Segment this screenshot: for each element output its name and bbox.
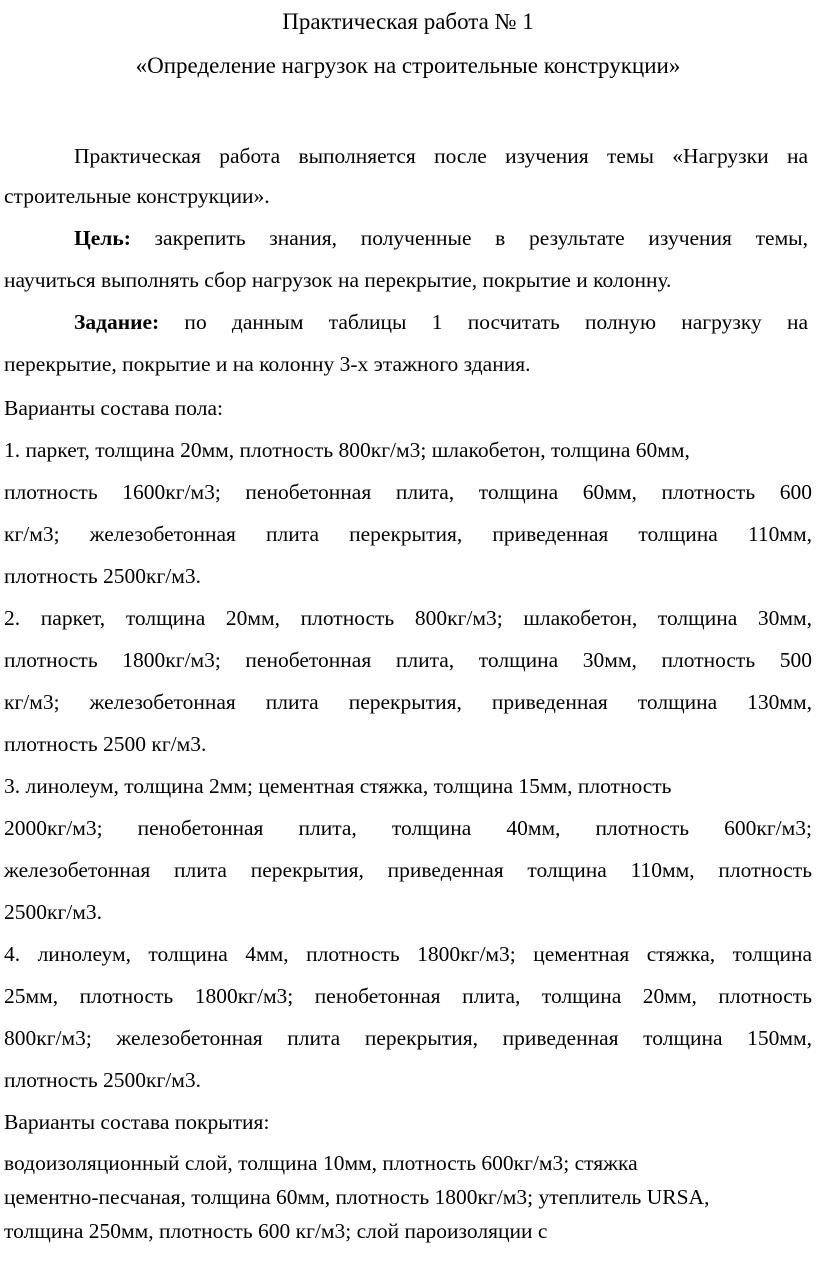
floor-variant-2-line-4: плотность 2500 кг/м3. bbox=[4, 732, 207, 756]
goal-line-2: научиться выполнять сбор нагрузок на перекрытие, покрытие и колонну. bbox=[4, 268, 672, 292]
goal-text: закрепить знания, полученные в результате изучения темы, bbox=[130, 226, 808, 250]
task-label: Задание: bbox=[74, 310, 160, 334]
floor-variant-4-line-1: 4. линолеум, толщина 4мм, плотность 1800кг/м3; цементная стяжка, толщина bbox=[4, 942, 812, 966]
floor-variant-1-line-3: кг/м3; железобетонная плита перекрытия, приведенная толщина 110мм, bbox=[4, 522, 812, 546]
task-text: по данным таблицы 1 посчитать полную нагрузку на bbox=[159, 310, 808, 334]
floor-variant-4-line-2: 25мм, плотность 1800кг/м3; пенобетонная плита, толщина 20мм, плотность bbox=[4, 984, 812, 1008]
roof-line-2: цементно-песчаная, толщина 60мм, плотность 1800кг/м3; утеплитель URSA, bbox=[4, 1185, 710, 1209]
intro-line-1: Практическая работа выполняется после изучения темы «Нагрузки на bbox=[74, 144, 808, 168]
floor-variant-3-line-3: железобетонная плита перекрытия, приведенная толщина 110мм, плотность bbox=[4, 858, 812, 882]
roof-line-3: толщина 250мм, плотность 600 кг/м3; слой пароизоляции с bbox=[4, 1219, 548, 1243]
task-line-2: перекрытие, покрытие и на колонну 3-х этажного здания. bbox=[4, 352, 531, 376]
roof-heading: Варианты состава покрытия: bbox=[4, 1110, 270, 1134]
floor-variant-2-line-2: плотность 1800кг/м3; пенобетонная плита, толщина 30мм, плотность 500 bbox=[4, 648, 812, 672]
roof-line-1: водоизоляционный слой, толщина 10мм, плотность 600кг/м3; стяжка bbox=[4, 1151, 638, 1175]
document-title: Практическая работа № 1 bbox=[282, 9, 534, 34]
intro-line-2: строительные конструкции». bbox=[4, 184, 270, 208]
document-subtitle: «Определение нагрузок на строительные конструкции» bbox=[135, 53, 681, 78]
goal-line-1 bbox=[4, 224, 812, 252]
task-line-1 bbox=[4, 308, 812, 336]
floor-heading: Варианты состава пола: bbox=[4, 396, 223, 420]
floor-variant-3-line-2: 2000кг/м3; пенобетонная плита, толщина 40мм, плотность 600кг/м3; bbox=[4, 816, 812, 840]
floor-variant-1-line-4: плотность 2500кг/м3. bbox=[4, 564, 201, 588]
floor-variant-3-line-4: 2500кг/м3. bbox=[4, 900, 102, 924]
floor-variant-4-line-4: плотность 2500кг/м3. bbox=[4, 1068, 201, 1092]
floor-variant-4-line-3: 800кг/м3; железобетонная плита перекрытия, приведенная толщина 150мм, bbox=[4, 1026, 812, 1050]
goal-label: Цель: bbox=[74, 226, 131, 250]
floor-variant-1-line-1: 1. паркет, толщина 20мм, плотность 800кг/м3; шлакобетон, толщина 60мм, bbox=[4, 438, 690, 462]
floor-variant-2-line-1: 2. паркет, толщина 20мм, плотность 800кг/м3; шлакобетон, толщина 30мм, bbox=[4, 606, 812, 630]
floor-variant-2-line-3: кг/м3; железобетонная плита перекрытия, приведенная толщина 130мм, bbox=[4, 690, 812, 714]
floor-variant-1-line-2: плотность 1600кг/м3; пенобетонная плита, толщина 60мм, плотность 600 bbox=[4, 480, 812, 504]
floor-variant-3-line-1: 3. линолеум, толщина 2мм; цементная стяжка, толщина 15мм, плотность bbox=[4, 774, 672, 798]
